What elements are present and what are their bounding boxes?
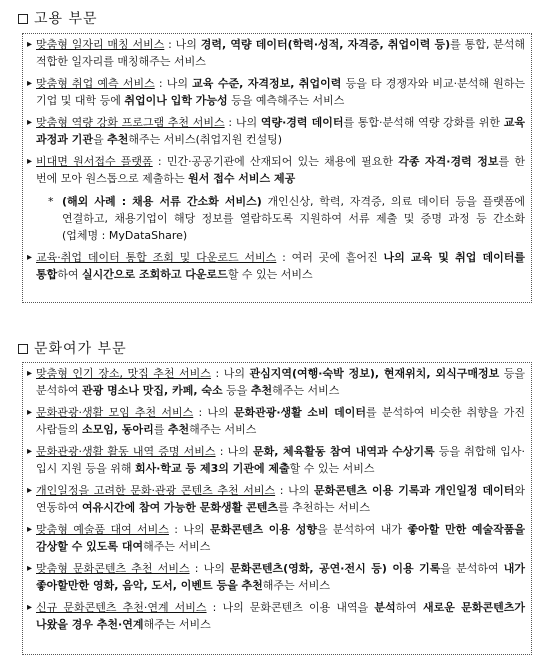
emphasis-text: 실시간으로 조회하고 다운로드 xyxy=(82,268,228,281)
asterisk-mark: * xyxy=(48,195,54,208)
emphasis-text: 추천 xyxy=(167,423,190,436)
service-title: 비대면 원서접수 플랫폼 xyxy=(36,155,153,168)
checkbox-icon xyxy=(18,344,28,354)
description-text: 나의 xyxy=(203,562,230,575)
service-title: 맞춤형 예술품 대여 서비스 xyxy=(36,523,169,536)
service-item xyxy=(28,443,525,477)
emphasis-text: 각종 자격·경력 정보 xyxy=(398,155,499,168)
service-item xyxy=(28,249,525,283)
description-text: 할 수 있는 서비스 xyxy=(227,268,313,281)
separator: : xyxy=(189,562,204,575)
description-text: 를 xyxy=(153,423,168,436)
service-title: 문화관광·생활 활동 내역 증명 서비스 xyxy=(36,445,216,458)
emphasis-text: 원서 접수 서비스 제공 xyxy=(188,172,296,185)
separator: : xyxy=(193,406,208,419)
description-text: 등을 예측해주는 서비스 xyxy=(227,94,345,107)
employment-services-box xyxy=(22,33,532,303)
description-text: 나의 xyxy=(183,523,210,536)
emphasis-text: 경력, 역량 데이터(학력·성적, 자격증, 취업이력 등) xyxy=(200,38,451,51)
emphasis-text: 관광 명소나 맛집, 카페, 숙소 xyxy=(82,384,223,397)
description-text: 해주는 서비스 xyxy=(189,423,257,436)
description-text: 나의 xyxy=(223,367,250,380)
emphasis-text: 분석 xyxy=(374,601,396,614)
description-text: 하여 xyxy=(57,268,83,281)
description-text: 하여 xyxy=(395,601,423,614)
separator: : xyxy=(164,38,176,51)
description-text: 등을 xyxy=(222,384,251,397)
description-text: 나의 xyxy=(166,77,193,90)
description-text: 해주는 서비스 xyxy=(143,618,211,631)
service-title: 교육·취업 데이터 통합 조회 및 다운로드 서비스 xyxy=(36,251,277,264)
service-title: 맞춤형 취업 예측 서비스 xyxy=(36,77,155,90)
description-text: 를 통합, 분석해 적합한 일자리를 매칭해주는 서비스 xyxy=(36,38,526,68)
description-text: 와 연동하여 xyxy=(36,484,526,514)
description-text: 해주는 서비스 xyxy=(262,579,331,592)
emphasis-text: 소모임, 동아리 xyxy=(82,423,154,436)
emphasis-text: 문화콘텐츠 이용 기록과 개인일정 데이터 xyxy=(313,484,515,497)
emphasis-text: 새로운 문화콘텐츠가 나왔을 경우 추천·연계 xyxy=(36,601,526,631)
emphasis-text: 문화, 체육활동 참여 내역과 수상기록 xyxy=(253,445,435,458)
service-title: 맞춤형 인기 장소, 맛집 추천 서비스 xyxy=(36,367,211,380)
description-text: 해주는 서비스 xyxy=(272,384,340,397)
sub-note xyxy=(28,193,525,244)
section-title-text: 문화여가 부문 xyxy=(34,341,127,357)
service-title: 맞춤형 역량 강화 프로그램 추천 서비스 xyxy=(36,116,225,129)
description-text: 나의 xyxy=(235,116,261,129)
emphasis-text: 교육 과정과 기관 xyxy=(36,116,526,146)
service-item xyxy=(28,404,525,438)
description-text: 민간·공공기관에 산재되어 있는 채용에 필요한 xyxy=(166,155,399,168)
section-culture-title xyxy=(18,340,127,358)
emphasis-text: 회사·학교 등 제3의 기관에 제출 xyxy=(135,462,290,475)
description-text: 해주는 서비스(취업지원 컨설팅) xyxy=(128,133,283,146)
emphasis-text: 문화관광·생활 소비 데이터 xyxy=(233,406,367,419)
emphasis-text: (해외 사례 : 채용 서류 간소화 서비스) xyxy=(62,195,262,208)
service-item xyxy=(28,599,525,633)
emphasis-text: 취업이나 입학 가능성 xyxy=(124,94,228,107)
description-text: 개인신상, 학력, 자격증, 의료 데이터 등을 플랫폼에 연결하고, 채용기업이 해당 정보를 열람하도록 지원하여 서류 제출 및 증명 과정 등 간소화 (업체명 : MyDataShare) xyxy=(62,195,526,242)
description-text: 나의 문화콘텐츠 이용 내역을 xyxy=(222,601,375,614)
description-text: 나의 xyxy=(175,38,201,51)
emphasis-text: 나의 교육 및 취업 데이터를 통합 xyxy=(36,251,525,281)
emphasis-text: 여유시간에 참여 가능한 문화생활 콘텐츠 xyxy=(82,501,278,514)
separator: : xyxy=(215,445,228,458)
description-text: 해주는 서비스 xyxy=(143,540,211,553)
description-text: 등을 취합해 입사·입시 지원 등을 위해 xyxy=(36,445,525,475)
separator: : xyxy=(275,484,289,497)
separator: : xyxy=(168,523,184,536)
service-item xyxy=(28,114,525,148)
description-text: 를 추천하는 서비스 xyxy=(277,501,370,514)
service-item xyxy=(28,365,525,399)
emphasis-text: 추천 xyxy=(250,384,273,397)
section-title-text: 고용 부문 xyxy=(34,11,98,27)
emphasis-text: 내가 좋아할만한 영화, 음악, 도서, 이벤트 등을 추천 xyxy=(36,562,526,592)
description-text: 를 통합·분석해 역량 강화를 위한 xyxy=(343,116,504,129)
description-text: 를 한 번에 모아 원스톱으로 제출하는 xyxy=(36,155,525,185)
emphasis-text: 교육 수준, 자격정보, 취업이력 xyxy=(192,77,342,90)
description-text: 을 분석하여 xyxy=(440,562,504,575)
service-item xyxy=(28,36,525,70)
culture-services-box xyxy=(22,362,532,655)
description-text: 를 분석하여 비슷한 취향을 가진 사람들의 xyxy=(36,406,526,436)
service-item xyxy=(28,482,525,516)
checkbox-icon xyxy=(18,14,28,24)
separator: : xyxy=(210,367,224,380)
service-title: 신규 문화콘텐츠 추천·연계 서비스 xyxy=(36,601,207,614)
description-text: 등을 타 경쟁자와 비교·분석해 원하는 기업 및 대학 등에 xyxy=(36,77,526,107)
description-text: 나의 xyxy=(288,484,314,497)
description-text: 여러 곳에 흩어진 xyxy=(291,251,384,264)
separator: : xyxy=(224,116,236,129)
service-title: 맞춤형 문화콘텐츠 추천 서비스 xyxy=(36,562,190,575)
separator: : xyxy=(154,77,167,90)
description-text: 나의 xyxy=(227,445,254,458)
separator: : xyxy=(276,251,292,264)
emphasis-text: 문화콘텐츠 이용 성향 xyxy=(209,523,317,536)
emphasis-text: 문화콘텐츠(영화, 공연·전시 등) 이용 기록 xyxy=(229,562,441,575)
section-employment-title xyxy=(18,10,98,28)
emphasis-text: 관심지역(여행·숙박 정보), 현재위치, 외식구매정보 xyxy=(249,367,500,380)
separator: : xyxy=(206,601,223,614)
service-item xyxy=(28,153,525,187)
description-text: 을 xyxy=(92,133,108,146)
separator: : xyxy=(152,155,167,168)
emphasis-text: 좋아할 만한 예술작품을 감상할 수 있도록 대여 xyxy=(36,523,526,553)
description-text: 할 수 있는 서비스 xyxy=(289,462,375,475)
description-text: 등을 분석하여 xyxy=(36,367,526,397)
description-text: 나의 xyxy=(207,406,234,419)
description-text: 을 분석하여 내가 xyxy=(316,523,408,536)
emphasis-text: 추천 xyxy=(107,133,129,146)
emphasis-text: 역량·경력 데이터 xyxy=(260,116,344,129)
service-title: 문화관광·생활 모임 추천 서비스 xyxy=(36,406,194,419)
service-title: 개인일정을 고려한 문화·관광 콘텐츠 추천 서비스 xyxy=(36,484,276,497)
service-item xyxy=(28,560,525,594)
service-item xyxy=(28,521,525,555)
service-title: 맞춤형 일자리 매칭 서비스 xyxy=(36,38,165,51)
service-item xyxy=(28,75,525,109)
